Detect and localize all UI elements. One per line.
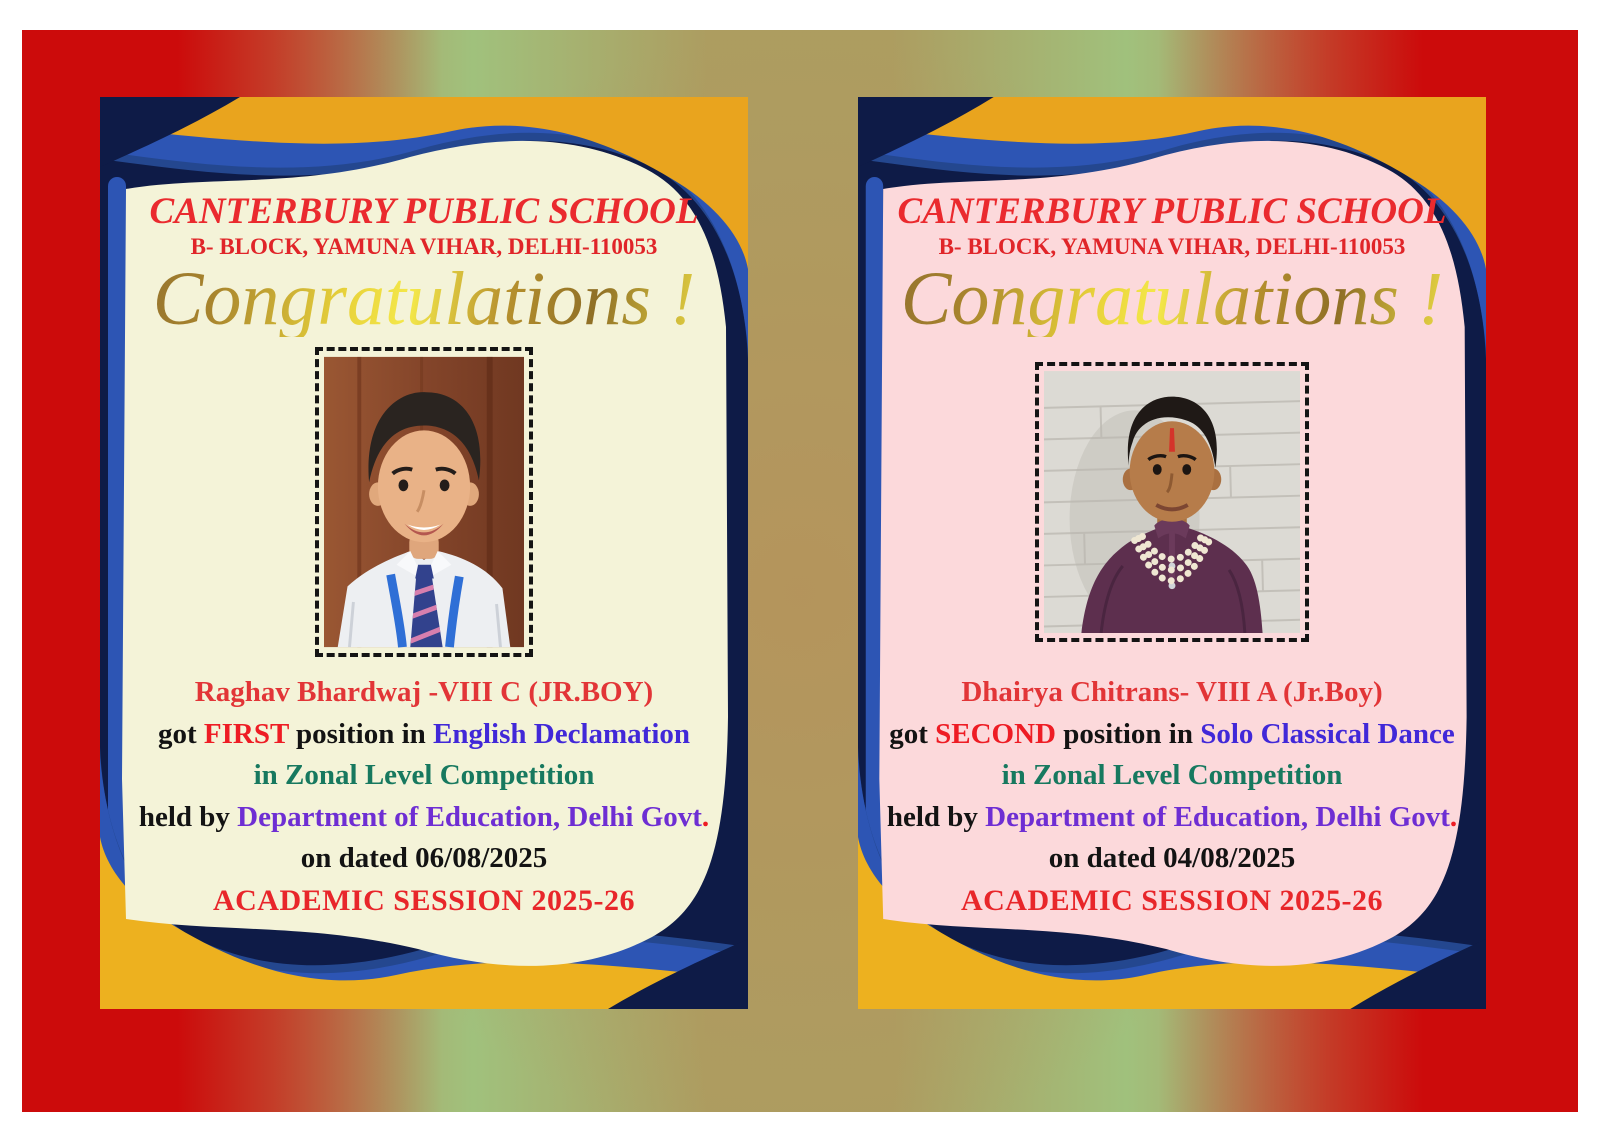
photo-slot: [100, 337, 748, 667]
congratulations-script: Congratulations !: [100, 261, 748, 337]
date-line: on dated 04/08/2025: [1048, 842, 1296, 875]
student-photo-traditional-illustration: [1044, 371, 1300, 633]
held-by-line: held by Department of Education, Delhi Govt.: [886, 800, 1458, 833]
competition-line: in Zonal Level Competition: [1001, 759, 1343, 792]
award-text-block: [100, 676, 748, 917]
poster-raghav: [100, 97, 748, 1009]
student-photo-uniform-illustration: [324, 356, 524, 648]
poster-content: [100, 97, 748, 1009]
competition-line: in Zonal Level Competition: [253, 759, 595, 792]
tilak-mark: [1169, 428, 1175, 452]
student-photo-frame: [315, 347, 533, 657]
school-name: CANTERBURY PUBLIC SCHOOL: [897, 191, 1447, 232]
school-address: B- BLOCK, YAMUNA VIHAR, DELHI-110053: [190, 234, 658, 259]
held-by-line: held by Department of Education, Delhi Govt.: [138, 800, 710, 833]
poster-dhairya: [858, 97, 1486, 1009]
student-name-line: Raghav Bhardwaj -VIII C (JR.BOY): [194, 676, 654, 709]
student-photo-frame: [1035, 362, 1309, 642]
photo-slot: [858, 337, 1486, 667]
session-line: ACADEMIC SESSION 2025-26: [960, 883, 1384, 917]
student-name-line: Dhairya Chitrans- VIII A (Jr.Boy): [961, 676, 1383, 709]
school-name: CANTERBURY PUBLIC SCHOOL: [149, 191, 699, 232]
congratulations-script: Congratulations !: [858, 261, 1486, 337]
poster-content: [858, 97, 1486, 1009]
date-line: on dated 06/08/2025: [300, 842, 548, 875]
achievement-line: got FIRST position in English Declamation: [157, 717, 691, 750]
school-address: B- BLOCK, YAMUNA VIHAR, DELHI-110053: [938, 234, 1406, 259]
session-line: ACADEMIC SESSION 2025-26: [212, 883, 636, 917]
award-text-block: [858, 676, 1486, 917]
achievement-line: got SECOND position in Solo Classical Dance: [889, 717, 1455, 750]
